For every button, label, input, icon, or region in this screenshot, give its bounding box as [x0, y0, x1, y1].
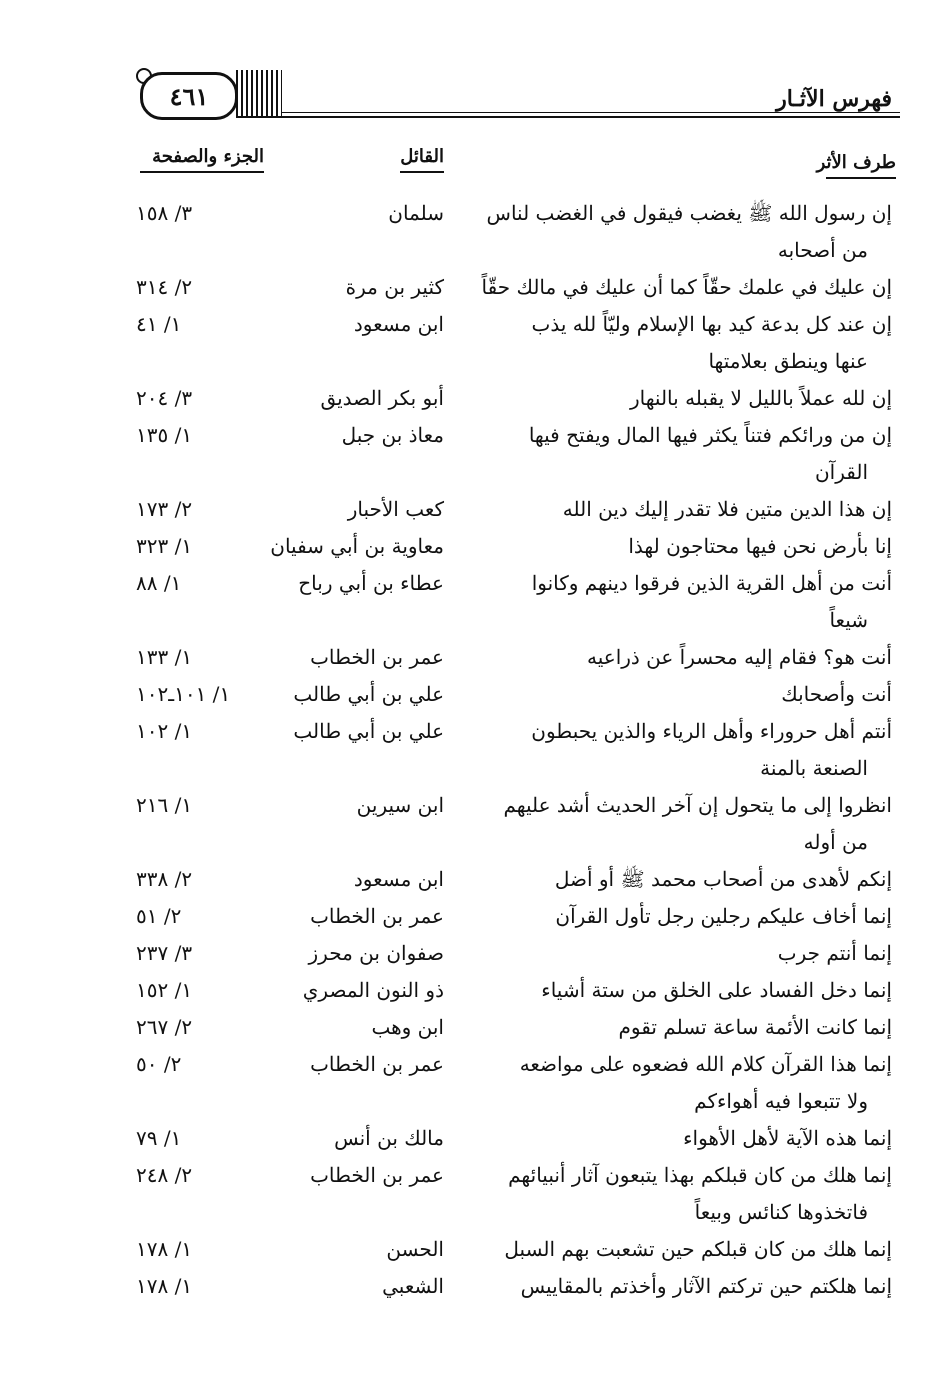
page-header — [140, 62, 900, 122]
athar-line-1: إن عليك في علمك حقّاً كما أن عليك في مالك حقّاً — [481, 275, 892, 299]
athar-line-2: من أوله — [803, 830, 868, 854]
table-row — [0, 1157, 950, 1231]
athar-text — [472, 269, 892, 306]
volume-page-ref: ٢/ ٢٤٨ — [136, 1163, 193, 1187]
volume-page-ref: ٢/ ٥١ — [136, 904, 182, 928]
table-row — [0, 565, 950, 639]
table-row — [0, 306, 950, 380]
table-row — [0, 1046, 950, 1120]
column-header-qail-label: القائل — [400, 146, 444, 167]
athar-line-1: أنت هو؟ فقام إليه محسراً عن ذراعيه — [587, 645, 892, 669]
qail-name: سلمان — [388, 201, 444, 225]
header-rule-thin — [282, 112, 900, 113]
qail-name: الحسن — [386, 1237, 444, 1261]
table-row — [0, 417, 950, 491]
qail-name: صفوان بن محرز — [308, 941, 444, 965]
table-row — [0, 676, 950, 713]
qail-name: كعب الأحبار — [347, 497, 444, 521]
athar-text — [472, 417, 892, 491]
qail-name: عمر بن الخطاب — [310, 1052, 444, 1076]
qail-name: عطاء بن أبي رباح — [298, 571, 444, 595]
qail-name: عمر بن الخطاب — [310, 645, 444, 669]
qail-name: ابن مسعود — [353, 867, 444, 891]
athar-line-1: أنتم أهل حروراء وأهل الرياء والذين يحبطون — [531, 719, 892, 743]
index-table — [0, 195, 950, 1305]
athar-line-1: أنت وأصحابك — [781, 682, 892, 706]
athar-line-2: القرآن — [814, 460, 868, 484]
athar-text — [472, 861, 892, 898]
athar-text — [472, 1157, 892, 1231]
table-row — [0, 787, 950, 861]
volume-page-ref: ٢/ ٢٦٧ — [136, 1015, 193, 1039]
qail-name: ذو النون المصري — [302, 978, 444, 1002]
header-rule — [236, 116, 900, 118]
athar-text — [472, 1268, 892, 1305]
volume-page-ref: ٢/ ١٧٣ — [136, 497, 193, 521]
table-row — [0, 528, 950, 565]
athar-line-2: عنها وينطق بعلامتها — [708, 349, 868, 373]
athar-line-2: من أصحابه — [777, 238, 868, 262]
volume-page-ref: ١/ ٤١ — [136, 312, 182, 336]
qail-name: ابن مسعود — [353, 312, 444, 336]
volume-page-ref: ١/ ١٠١ـ١٠٢ — [136, 682, 231, 706]
athar-line-1: إنا بأرض نحن فيها محتاجون لهذا — [628, 534, 892, 558]
volume-page-ref: ١/ ١٣٣ — [136, 645, 193, 669]
athar-text — [472, 935, 892, 972]
athar-line-2: فاتخذوها كنائس وبيعاً — [694, 1200, 868, 1224]
athar-line-1: إن من ورائكم فتناً يكثر فيها المال ويفتح فيها — [528, 423, 892, 447]
column-header-juz-label: الجزء والصفحة — [152, 146, 264, 167]
athar-line-1: أنت من أهل القرية الذين فرقوا دينهم وكانوا — [531, 571, 892, 595]
column-header-qail — [400, 146, 444, 173]
table-row — [0, 491, 950, 528]
volume-page-ref: ٢/ ٣٣٨ — [136, 867, 193, 891]
volume-page-ref: ٣/ ٢٣٧ — [136, 941, 193, 965]
table-row — [0, 972, 950, 1009]
volume-page-ref: ٢/ ٥٠ — [136, 1052, 182, 1076]
athar-line-1: إن هذا الدين متين فلا تقدر إليك دين الله — [562, 497, 892, 521]
volume-page-ref: ١/ ١٧٨ — [136, 1237, 193, 1261]
table-row — [0, 195, 950, 269]
table-row — [0, 1009, 950, 1046]
volume-page-ref: ١/ ١٠٢ — [136, 719, 193, 743]
athar-line-1: إن لله عملاً بالليل لا يقبله بالنهار — [629, 386, 892, 410]
athar-text — [472, 1231, 892, 1268]
table-row — [0, 1120, 950, 1157]
qail-name: معاذ بن جبل — [341, 423, 444, 447]
column-header-athar — [817, 152, 896, 179]
athar-line-1: إنما دخل الفساد على الخلق من ستة أشياء — [541, 978, 892, 1002]
column-header-underline — [826, 177, 896, 179]
volume-page-ref: ١/ ١٥٢ — [136, 978, 193, 1002]
volume-page-ref: ١/ ٨٨ — [136, 571, 182, 595]
volume-page-ref: ١/ ٣٢٣ — [136, 534, 193, 558]
column-header-underline — [400, 171, 444, 173]
qail-name: عمر بن الخطاب — [310, 1163, 444, 1187]
athar-text — [472, 380, 892, 417]
athar-line-1: إنما كانت الأئمة ساعة تسلم تقوم — [618, 1015, 892, 1039]
qail-name: مالك بن أنس — [334, 1126, 444, 1150]
table-row — [0, 861, 950, 898]
table-row — [0, 380, 950, 417]
athar-text — [472, 1009, 892, 1046]
athar-line-2: شيعاً — [829, 608, 868, 632]
athar-line-1: إن عند كل بدعة كيد بها الإسلام وليّاً لله يذب — [531, 312, 892, 336]
ornament-bars-icon — [236, 70, 282, 116]
athar-line-1: إنما أنتم جرب — [777, 941, 892, 965]
page-number: ٤٦١ — [140, 72, 238, 120]
athar-text — [472, 528, 892, 565]
athar-line-1: إنما أخاف عليكم رجلين رجل تأول القرآن — [555, 904, 892, 928]
qail-name: ابن وهب — [371, 1015, 444, 1039]
qail-name: الشعبي — [382, 1274, 444, 1298]
athar-line-1: إنما هلكتم حين تركتم الآثار وأخذتم بالمقاييس — [520, 1274, 892, 1298]
volume-page-ref: ١/ ١٧٨ — [136, 1274, 193, 1298]
athar-text — [472, 1046, 892, 1120]
qail-name: عمر بن الخطاب — [310, 904, 444, 928]
athar-text — [472, 787, 892, 861]
volume-page-ref: ٣/ ٢٠٤ — [136, 386, 193, 410]
volume-page-ref: ١/ ٢١٦ — [136, 793, 193, 817]
volume-page-ref: ١/ ٧٩ — [136, 1126, 182, 1150]
athar-text — [472, 491, 892, 528]
athar-line-1: انظروا إلى ما يتحول إن آخر الحديث أشد عليهم — [503, 793, 892, 817]
athar-text — [472, 639, 892, 676]
athar-text — [472, 1120, 892, 1157]
table-row — [0, 269, 950, 306]
qail-name: كثير بن مرة — [345, 275, 444, 299]
table-row — [0, 1268, 950, 1305]
table-row — [0, 713, 950, 787]
athar-line-1: إنما هلك من كان قبلكم حين تشعبت بهم السبل — [504, 1237, 892, 1261]
athar-line-1: إنما هذه الآية لأهل الأهواء — [683, 1126, 892, 1150]
qail-name: علي بن أبي طالب — [293, 682, 444, 706]
qail-name: معاوية بن أبي سفيان — [270, 534, 444, 558]
table-row — [0, 898, 950, 935]
qail-name: ابن سيرين — [356, 793, 444, 817]
qail-name: أبو بكر الصديق — [320, 386, 444, 410]
qail-name: علي بن أبي طالب — [293, 719, 444, 743]
table-row — [0, 935, 950, 972]
column-header-juz — [140, 146, 264, 173]
athar-line-2: الصنعة بالمنة — [760, 756, 868, 780]
athar-text — [472, 306, 892, 380]
athar-text — [472, 195, 892, 269]
column-header-athar-label: طرف الأثر — [816, 152, 896, 173]
running-title: فهرس الآثـار — [776, 86, 892, 112]
volume-page-ref: ٢/ ٣١٤ — [136, 275, 193, 299]
table-row — [0, 639, 950, 676]
volume-page-ref: ١/ ١٣٥ — [136, 423, 193, 447]
athar-text — [472, 565, 892, 639]
athar-text — [472, 713, 892, 787]
athar-line-1: إنما هلك من كان قبلكم بهذا يتبعون آثار أنبيائهم — [508, 1163, 892, 1187]
volume-page-ref: ٣/ ١٥٨ — [136, 201, 193, 225]
athar-line-1: إنكم لأهدى من أصحاب محمد ﷺ أو أضل — [554, 867, 892, 891]
athar-line-2: ولا تتبعوا فيه أهواءكم — [694, 1089, 868, 1113]
athar-line-1: إنما هذا القرآن كلام الله فضعوه على مواضعه — [519, 1052, 892, 1076]
column-header-underline — [140, 171, 264, 173]
athar-text — [472, 676, 892, 713]
athar-text — [472, 898, 892, 935]
athar-text — [472, 972, 892, 1009]
athar-line-1: إن رسول الله ﷺ يغضب فيقول في الغضب لناس — [486, 201, 892, 225]
table-row — [0, 1231, 950, 1268]
